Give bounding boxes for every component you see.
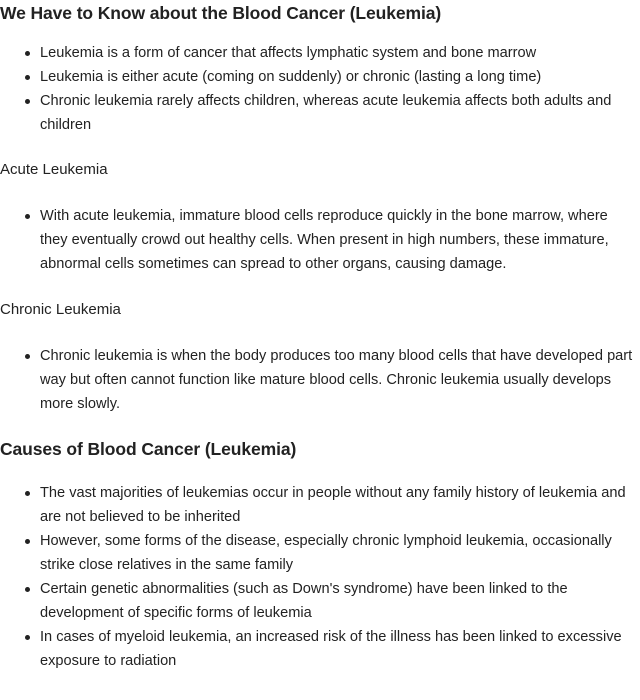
list-item: With acute leukemia, immature blood cells reproduce quickly in the bone marrow, where they eventually crowd out healthy cells. When present in high numbers, these immature, abnormal cells sometimes can spread to other organs, causing damage. [40,204,640,276]
list-item: Leukemia is either acute (coming on suddenly) or chronic (lasting a long time) [40,65,640,89]
intro-list [0,41,640,137]
list-item: The vast majorities of leukemias occur in people without any family history of leukemia and are not believed to be inherited [40,481,640,529]
acute-list [0,204,640,276]
list-item: Certain genetic abnormalities (such as Down's syndrome) have been linked to the development of specific forms of leukemia [40,577,640,625]
chronic-list [0,344,640,416]
list-item: However, some forms of the disease, especially chronic lymphoid leukemia, occasionally strike close relatives in the same family [40,529,640,577]
page-title: We Have to Know about the Blood Cancer (Leukemia) [0,3,442,23]
list-item: Leukemia is a form of cancer that affects lymphatic system and bone marrow [40,41,640,65]
list-item: Chronic leukemia rarely affects children, whereas acute leukemia affects both adults and children [40,89,640,137]
list-item: In cases of myeloid leukemia, an increased risk of the illness has been linked to excessive exposure to radiation [40,625,640,673]
chronic-heading: Chronic Leukemia [0,301,121,318]
causes-list [0,481,640,673]
list-item: Chronic leukemia is when the body produces too many blood cells that have developed part way but often cannot function like mature blood cells. Chronic leukemia usually develops more slowly. [40,344,640,416]
acute-heading: Acute Leukemia [0,161,108,178]
causes-title: Causes of Blood Cancer (Leukemia) [0,439,297,459]
